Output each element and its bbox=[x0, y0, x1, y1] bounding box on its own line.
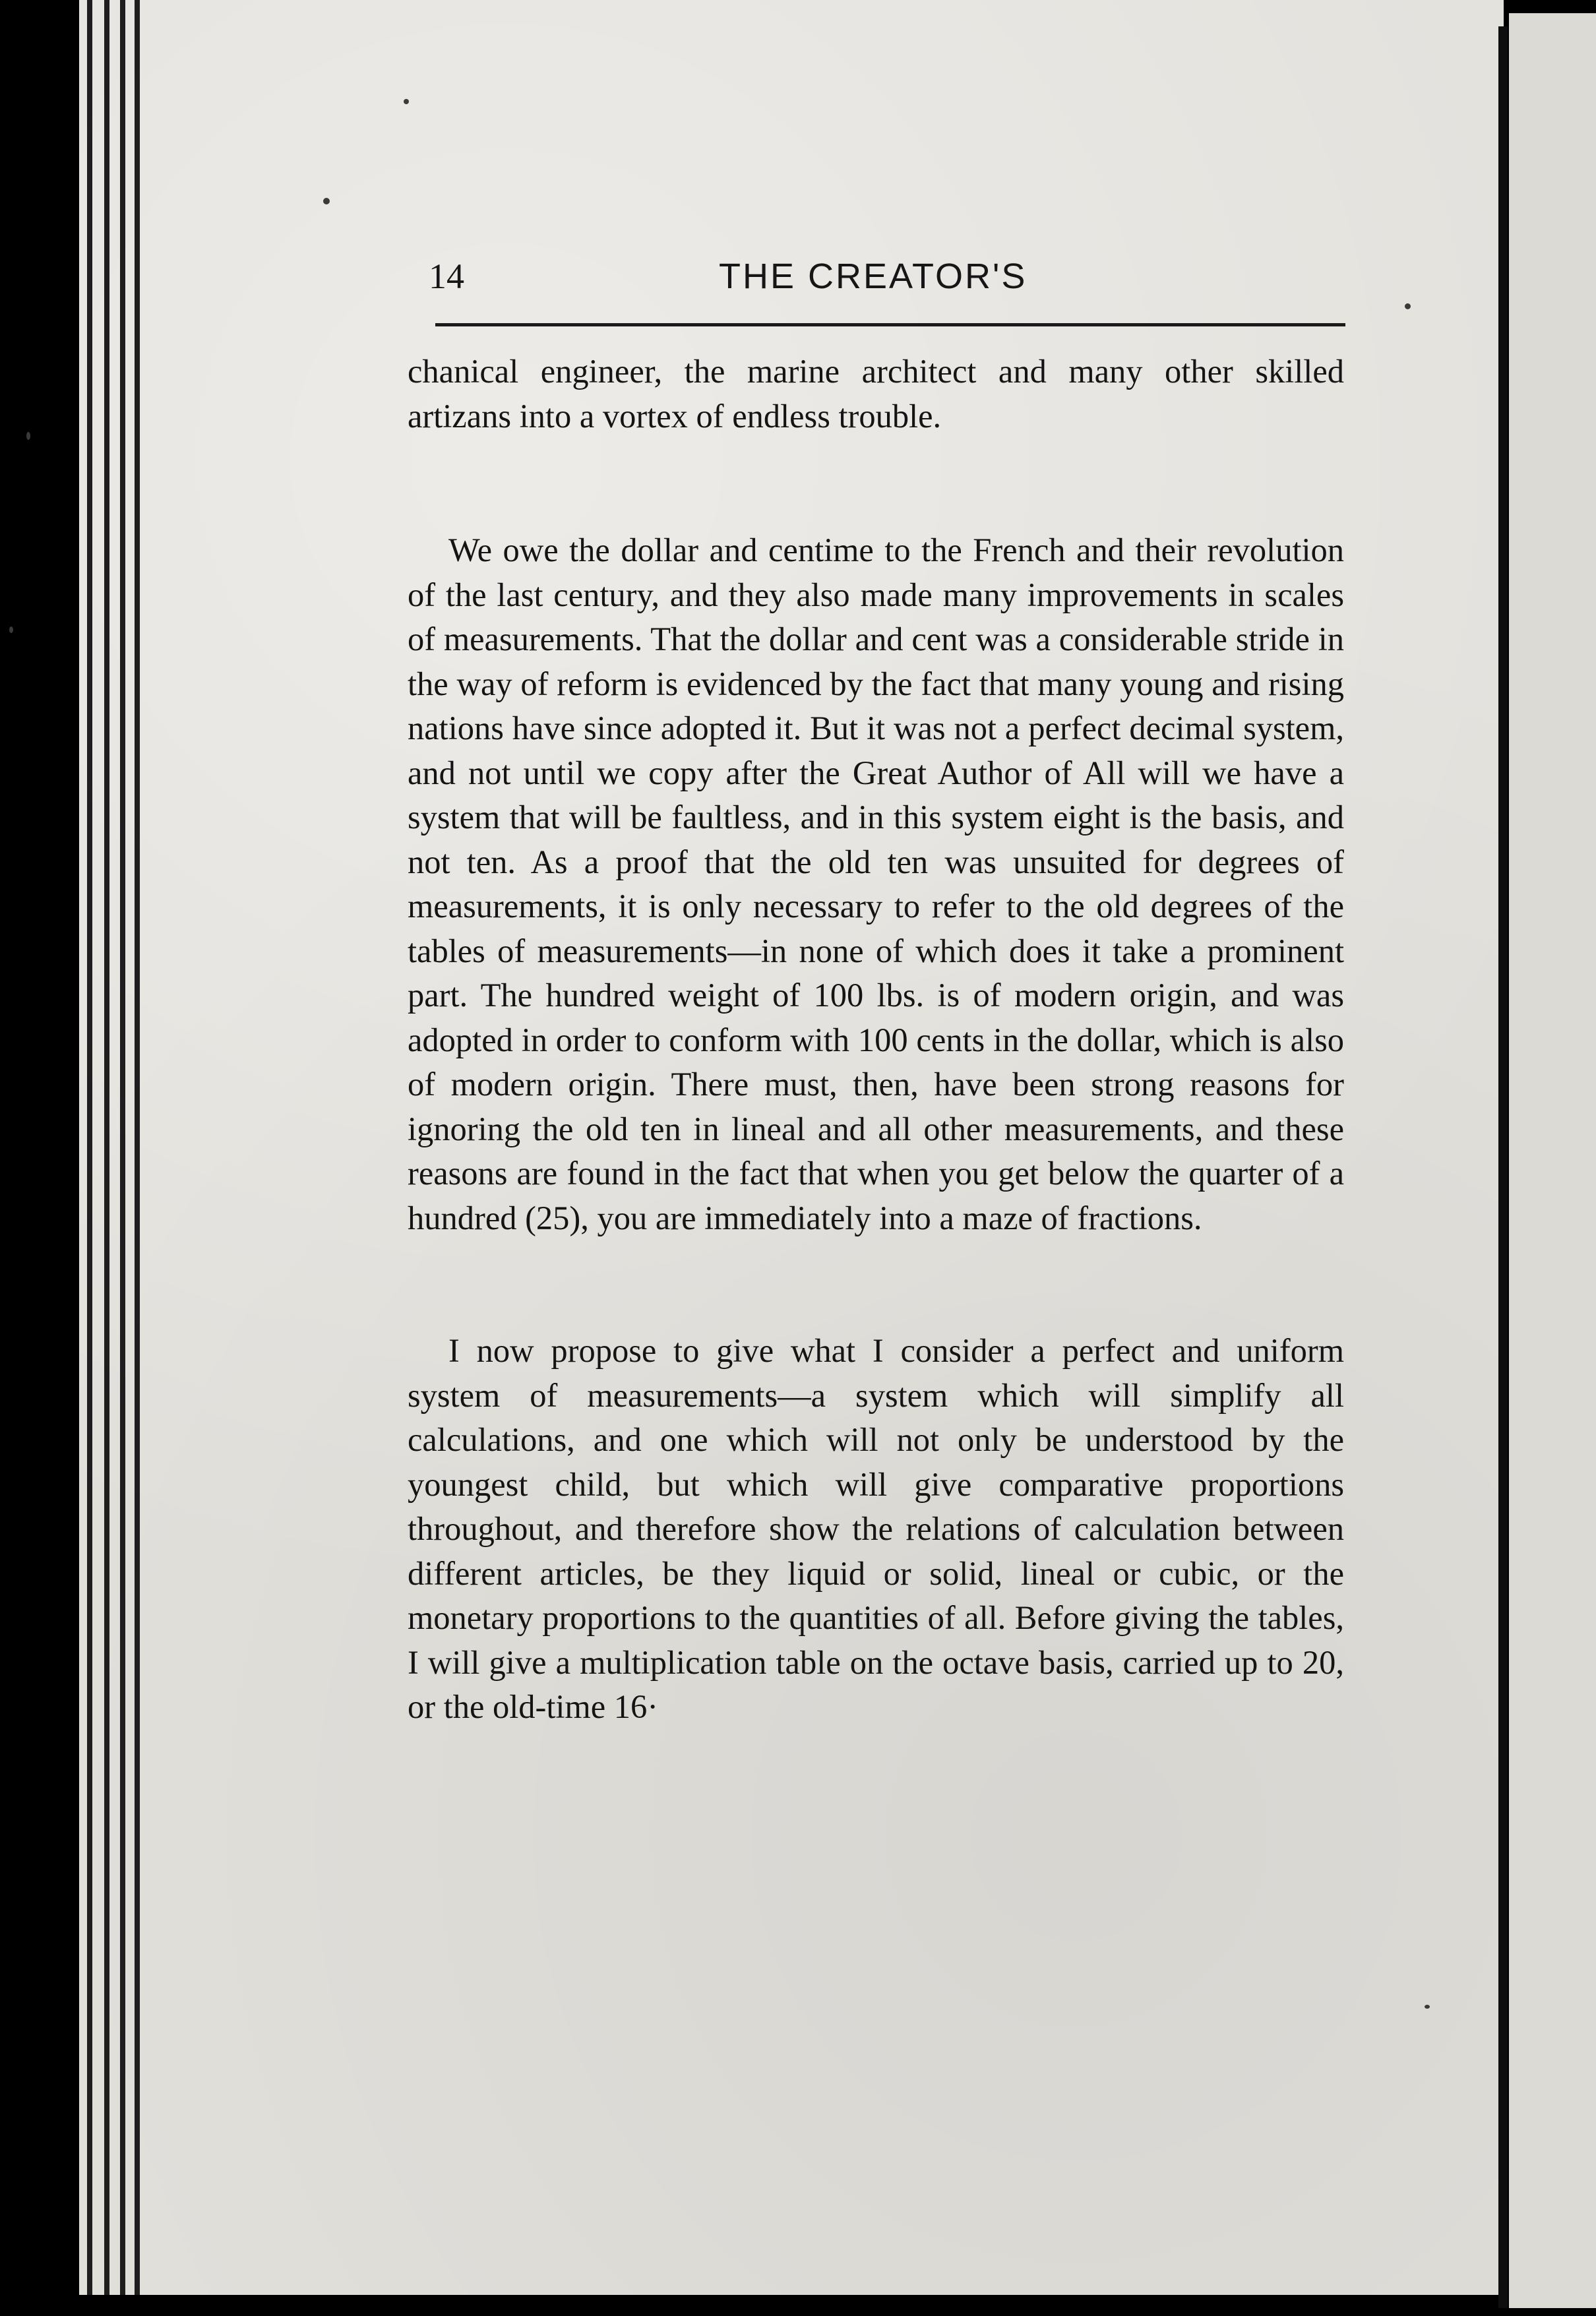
scan-speck bbox=[9, 626, 13, 633]
page-edge-line bbox=[87, 0, 92, 2295]
gutter-shadow bbox=[1498, 26, 1508, 2308]
body-text bbox=[408, 350, 1344, 1730]
paragraph: We owe the dollar and centime to the French and their revolution of the last century, and they also made many improvements in scales of measurements. That the dollar and cent was a considerable stride in the way of reform is evidenced by the fact that many young and rising nations have since adopted it. But it was not a perfect decimal system, and not until we copy after the Great Author of All will we have a system that will be faultless, and in this system eight is the basis, and not ten. As a proof that the old ten was unsuited for degrees of measurements, it is only necessary to refer to the old degrees of the tables of measurements—in none of which does it take a prominent part. The hundred weight of 100 lbs. is of modern origin, and was adopted in order to conform with 100 cents in the dollar, which is also of modern origin. There must, then, have been strong reasons for ignoring the old ten in lineal and all other measurements, and these reasons are found in the fact that when you get below the quarter of a hundred (25), you are immediately into a maze of fractions. bbox=[408, 532, 1344, 1236]
scan-speck bbox=[26, 432, 30, 440]
header-rule bbox=[435, 323, 1345, 326]
facing-page-edge bbox=[1509, 13, 1596, 2308]
paragraph: chanical engineer, the marine architect and many other skilled artizans into a vortex of endless trouble. bbox=[408, 353, 1344, 435]
page-edge-line bbox=[120, 0, 125, 2295]
scan-speck bbox=[1425, 2005, 1430, 2009]
page-edge-line bbox=[104, 0, 109, 2295]
scan-speck bbox=[323, 198, 330, 204]
scan-speck bbox=[1405, 303, 1411, 309]
running-head bbox=[429, 256, 1352, 328]
page-number: 14 bbox=[429, 257, 464, 296]
running-title: THE CREATOR'S bbox=[719, 257, 1028, 296]
page-edge-line bbox=[135, 0, 140, 2295]
paragraph: I now propose to give what I consider a perfect and uniform system of measurements—a system which will simplify all calculations, and one which will not only be understood by the youngest child, but which will give comparative proportions throughout, and therefore show the relations of calculation between different articles, be they liquid or solid, lineal or cubic, or the monetary proportions to the quantities of all. Before giving the tables, I will give a multiplication table on the octave basis, carried up to 20, or the old-time 16· bbox=[408, 1332, 1344, 1725]
scan-speck bbox=[404, 99, 409, 104]
